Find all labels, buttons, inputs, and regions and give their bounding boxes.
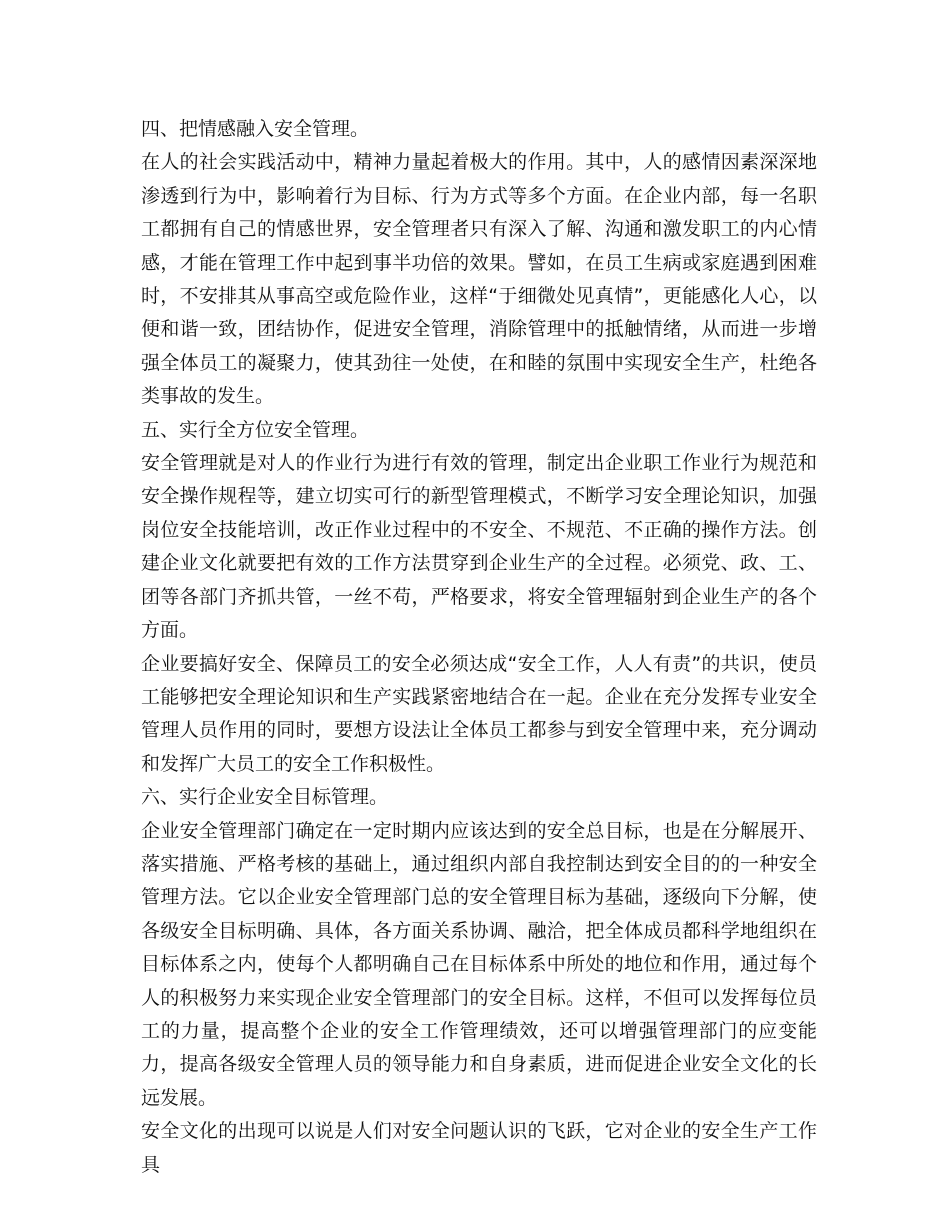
section-heading-six: 六、实行企业安全目标管理。 <box>141 786 389 809</box>
body-paragraph: 安全管理就是对人的作业行为进行有效的管理，制定出企业职工作业行为规范和安全操作规程等，建立切实可行的新型管理模式，不断学习安全理论知识，加强岗位安全技能培训，改正作业过程中的不安全、不规范、不正确的操作方法。创建企业文化就要把有效的工作方法贯穿到企业生产的全过程。必须党、政、工、团等各部门齐抓共管，一丝不苟，严格要求，将安全管理辐射到企业生产的各个方面。 <box>141 452 817 642</box>
section-heading-four: 四、把情感融入安全管理。 <box>141 118 370 140</box>
body-paragraph: 安全文化的出现可以说是人们对安全问题认识的飞跃，它对企业的安全生产工作具 <box>141 1120 817 1176</box>
section-heading-five: 五、实行全方位安全管理。 <box>141 418 370 441</box>
body-paragraph: 企业安全管理部门确定在一定时期内应该达到的安全总目标，也是在分解展开、落实措施、严格考核的基础上，通过组织内部自我控制达到安全目的的一种安全管理方法。它以企业安全管理部门总的安全管理目标为基础，逐级向下分解，使各级安全目标明确、具体，各方面关系协调、融洽，把全体成员都科学地组织在目标体系之内，使每个人都明确自己在目标体系中所处的地位和作用，通过每个人的积极努力来实现企业安全管理部门的安全目标。这样，不但可以发挥每位员工的力量，提高整个企业的安全工作管理绩效，还可以增强管理部门的应变能力，提高各级安全管理人员的领导能力和自身素质，进而促进企业安全文化的长远发展。 <box>141 819 817 1109</box>
body-paragraph: 在人的社会实践活动中，精神力量起着极大的作用。其中，人的感情因素深深地渗透到行为中，影响着行为目标、行为方式等多个方面。在企业内部，每一名职工都拥有自己的情感世界，安全管理者只有深入了解、沟通和激发职工的内心情感，才能在管理工作中起到事半功倍的效果。譬如，在员工生病或家庭遇到困难时，不安排其从事高空或危险作业，这样“于细微处见真情”，更能感化人心，以便和谐一致，团结协作，促进安全管理，消除管理中的抵触情绪，从而进一步增强全体员工的凝聚力，使其劲往一处使，在和睦的氛围中实现安全生产，杜绝各类事故的发生。 <box>141 151 817 408</box>
body-paragraph: 企业要搞好安全、保障员工的安全必须达成“安全工作，人人有责”的共识，使员工能够把安全理论知识和生产实践紧密地结合在一起。企业在充分发挥专业安全管理人员作用的同时，要想方设法让全体员工都参与到安全管理中来，充分调动和发挥广大员工的安全工作积极性。 <box>141 652 817 775</box>
document-body <box>141 113 817 1182</box>
